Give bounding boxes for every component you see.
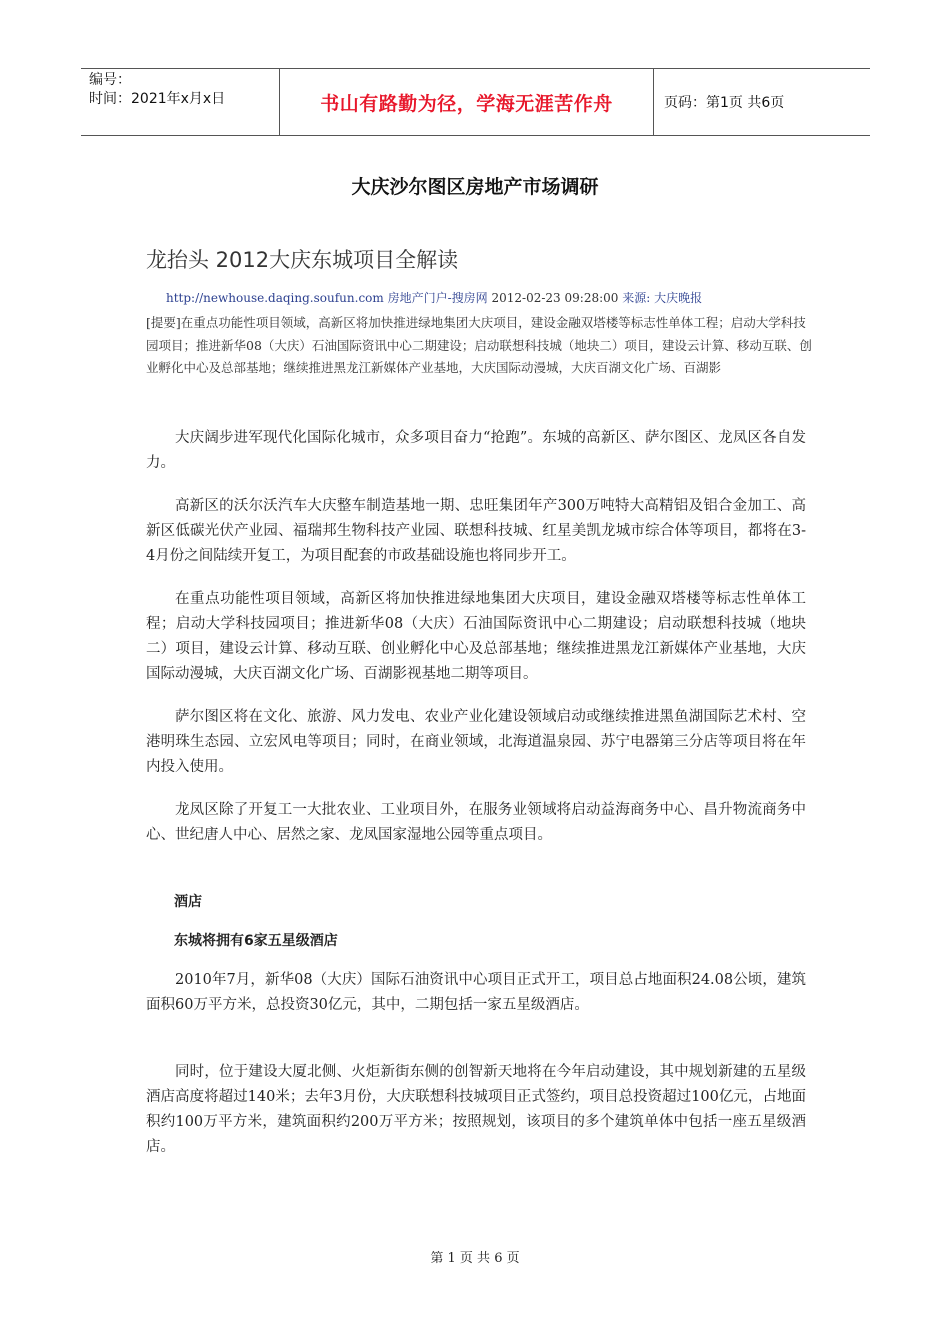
- article-summary: [提要]在重点功能性项目领域，高新区将加快推进绿地集团大庆项目，建设金融双塔楼等标志性单体工程；启动大学科技园项目；推进新华08（大庆）石油国际资讯中心二期建设；启动联想科技城（地块二）项目，建设云计算、移动互联、创业孵化中心及总部基地；继续推进黑龙江新媒体产业基地，大庆国际动漫城，大庆百湖文化广场、百湖影: [146, 315, 812, 375]
- source-label: 来源:: [622, 291, 651, 305]
- section-subheading: 东城将拥有6家五星级酒店: [174, 933, 338, 949]
- page-footer: 第 1 页 共 6 页: [430, 1251, 520, 1266]
- source-origin[interactable]: 大庆晚报: [654, 291, 703, 305]
- paragraph: 大庆阔步进军现代化国际化城市，众多项目奋力“抢跑”。东城的高新区、萨尔图区、龙凤区各自发力。: [146, 430, 806, 471]
- source-datetime: 2012-02-23 09:28:00: [491, 291, 619, 305]
- paragraph: 萨尔图区将在文化、旅游、风力发电、农业产业化建设领域启动或继续推进黑鱼湖国际艺术村、空港明珠生态园、立宏风电等项目；同时，在商业领域，北海道温泉园、苏宁电器第三分店等项目将在年内投入使用。: [146, 709, 806, 775]
- document-title: 大庆沙尔图区房地产市场调研: [351, 176, 599, 198]
- paragraph: 同时，位于建设大厦北侧、火炬新街东侧的创智新天地将在今年启动建设，其中规划新建的五星级酒店高度将超过140米；去年3月份，大庆联想科技城项目正式签约，项目总投资超过100亿元，占地面积约100万平方米，建筑面积约200万平方米；按照规划，该项目的多个建筑单体中包括一座五星级酒店。: [146, 1064, 806, 1155]
- paragraph: 高新区的沃尔沃汽车大庆整车制造基地一期、忠旺集团年产300万吨特大高精铝及铝合金加工、高新区低碳光伏产业园、福瑞邦生物科技产业园、联想科技城、红星美凯龙城市综合体等项目，都将在3-4月份之间陆续开复工，为项目配套的市政基础设施也将同步开工。: [146, 498, 806, 564]
- header-info-cell: [81, 69, 280, 135]
- section-heading: 酒店: [174, 894, 202, 910]
- source-line: [166, 289, 702, 306]
- paragraph: 在重点功能性项目领域，高新区将加快推进绿地集团大庆项目，建设金融双塔楼等标志性单体工程；启动大学科技园项目；推进新华08（大庆）石油国际资讯中心二期建设；启动联想科技城（地块二）项目，建设云计算、移动互联、创业孵化中心及总部基地；继续推进黑龙江新媒体产业基地，大庆国际动漫城，大庆百湖文化广场、百湖影视基地二期等项目。: [146, 591, 806, 682]
- time-label: 时间：2021年x月x日: [89, 91, 226, 107]
- number-label: 编号：: [89, 72, 131, 88]
- source-url[interactable]: http://newhouse.daqing.soufun.com: [166, 291, 384, 305]
- article-title: 龙抬头 2012大庆东城项目全解读: [146, 248, 459, 272]
- page-info-cell: [654, 69, 870, 135]
- paragraph: 龙凤区除了开复工一大批农业、工业项目外，在服务业领域将启动益海商务中心、昌升物流商务中心、世纪唐人中心、居然之家、龙凤国家湿地公园等重点项目。: [146, 802, 806, 843]
- page-info: 页码：第1页 共6页: [664, 95, 785, 111]
- motto-cell: [280, 69, 654, 135]
- motto-text: 书山有路勤为径，学海无涯苦作舟: [320, 92, 613, 115]
- paragraph: 2010年7月，新华08（大庆）国际石油资讯中心项目正式开工，项目总占地面积24.08公顷，建筑面积60万平方米，总投资30亿元，其中，二期包括一家五星级酒店。: [146, 972, 806, 1013]
- article-body: [146, 426, 806, 1178]
- header-table: [81, 68, 870, 136]
- source-site[interactable]: 房地产门户-搜房网: [387, 291, 488, 305]
